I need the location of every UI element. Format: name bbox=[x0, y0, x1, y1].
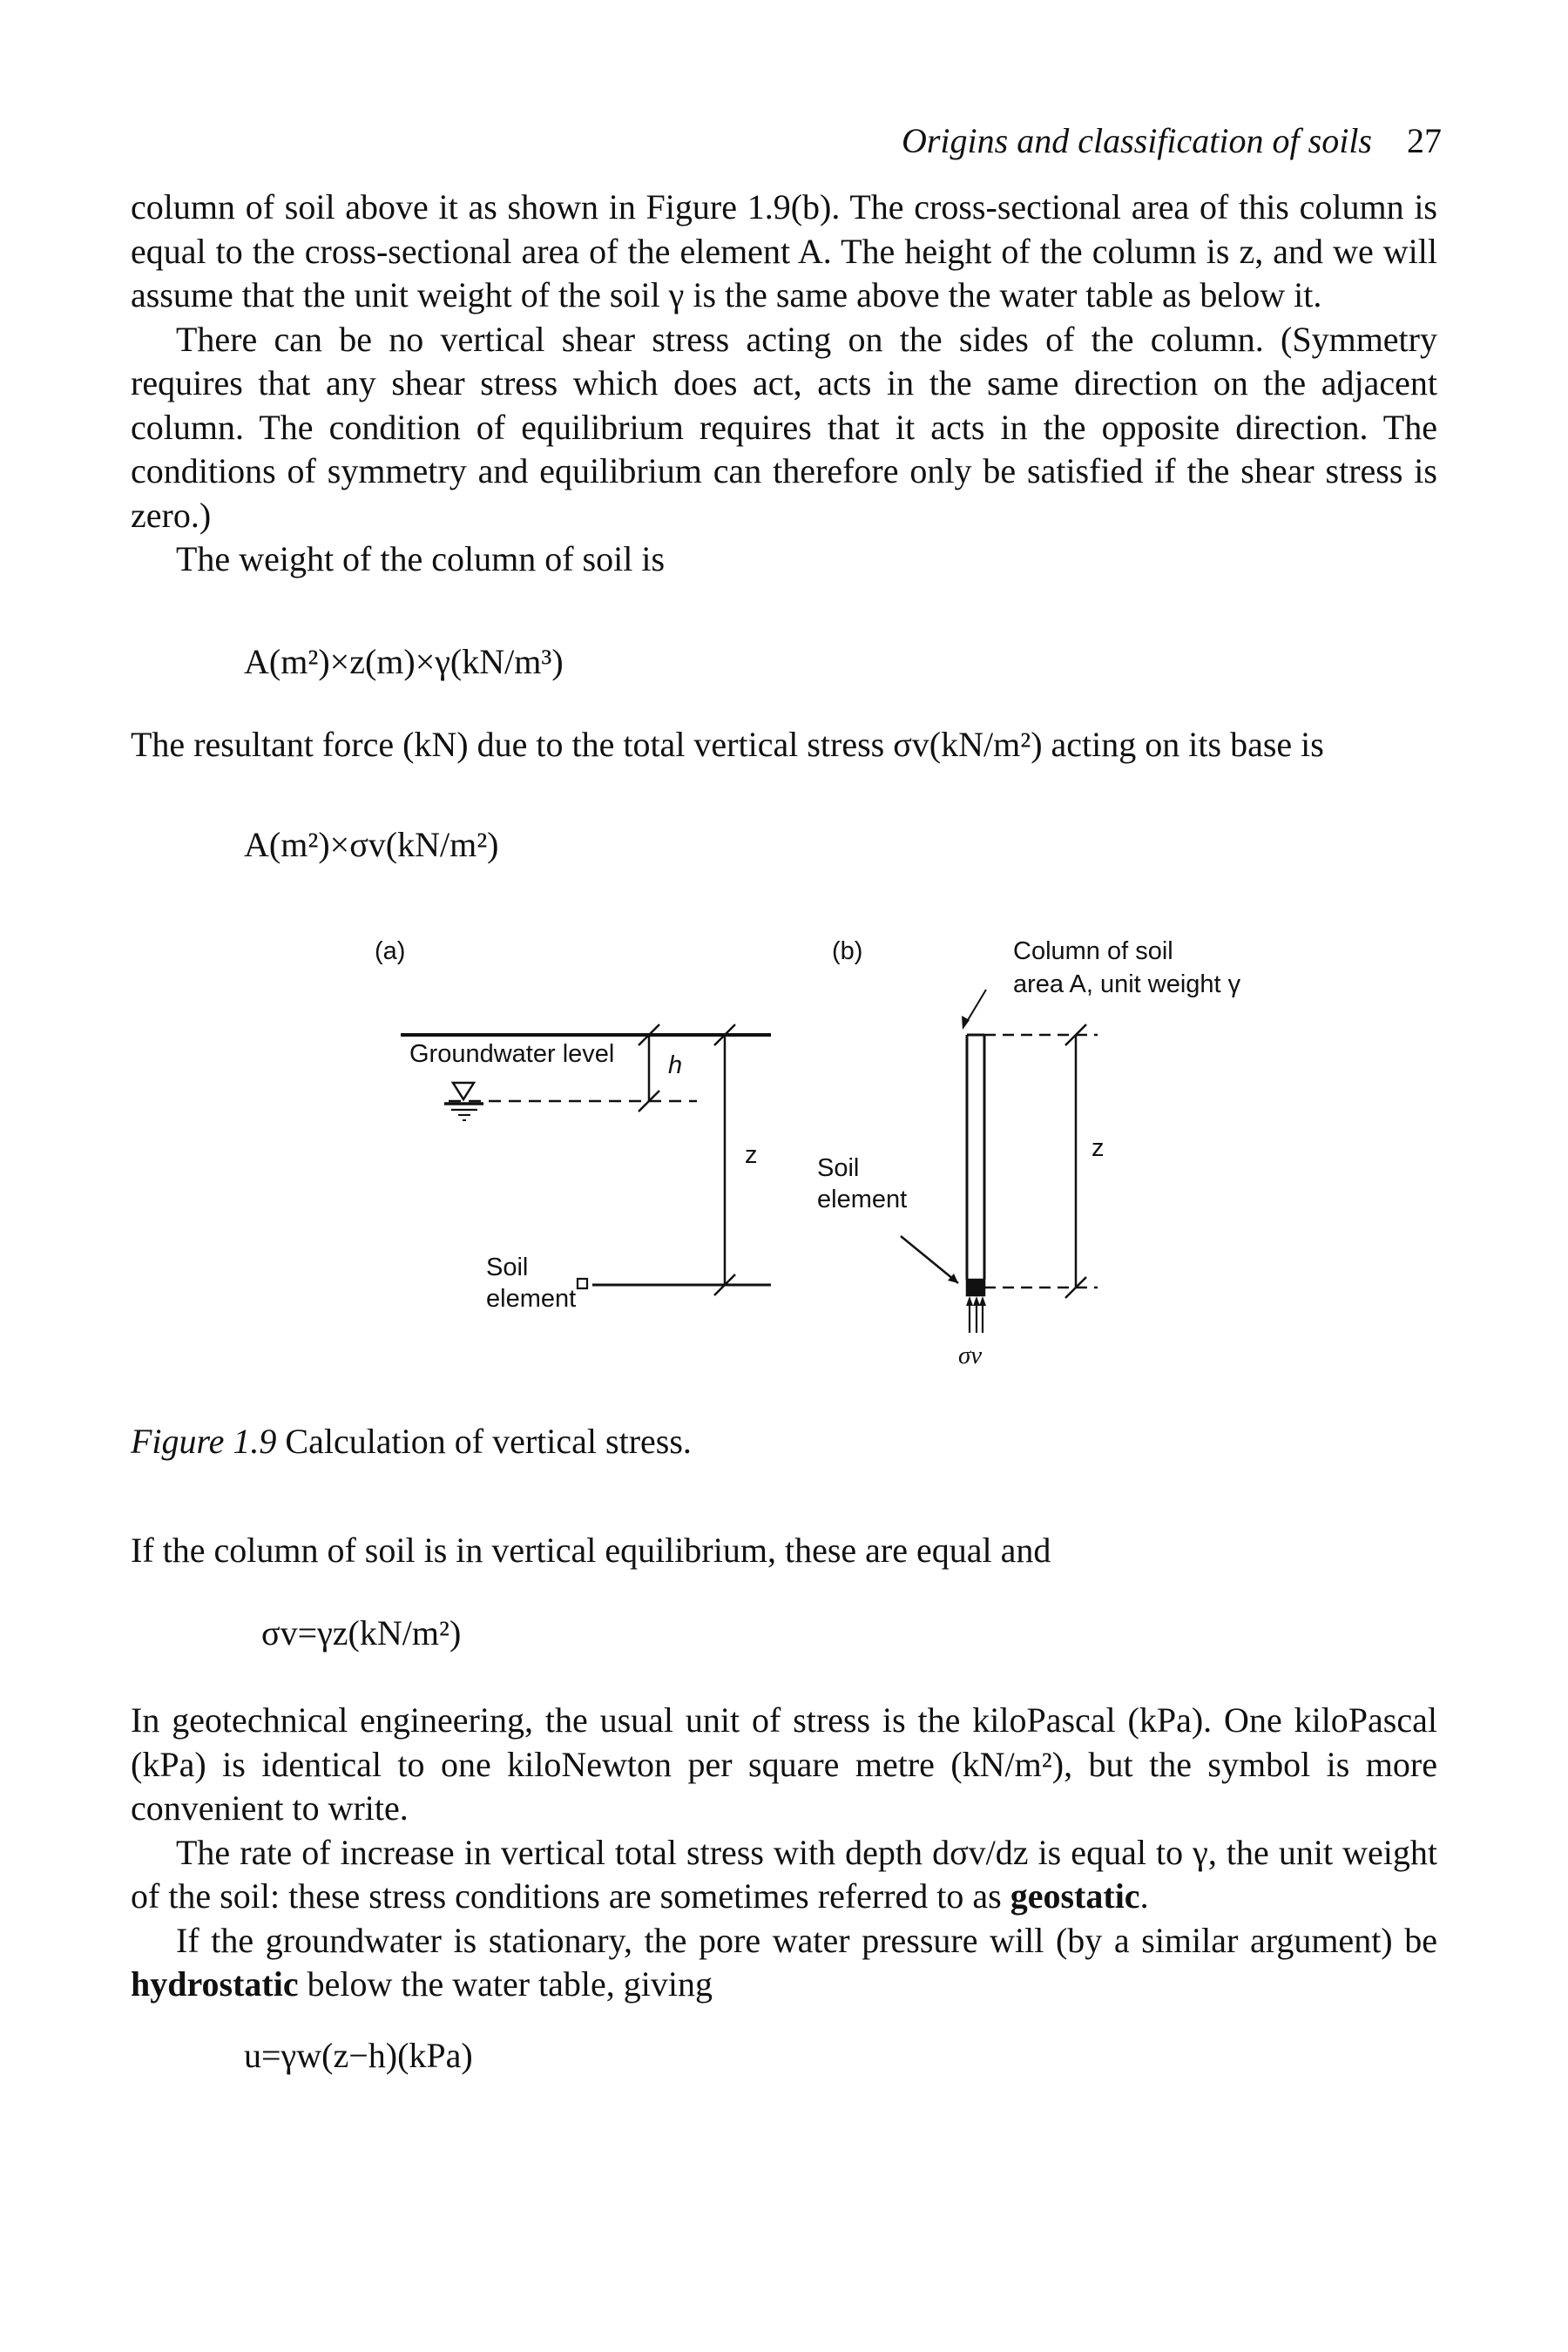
equation-force: A(m²)×σv(kN/m²) bbox=[244, 825, 499, 864]
paragraph-text: If the groundwater is stationary, the pore water pressure will (by a similar argument) be bbox=[176, 1920, 1437, 1960]
z-label-a: z bbox=[745, 1141, 758, 1169]
water-table-triangle-icon bbox=[453, 1083, 474, 1099]
leader-line-column bbox=[965, 990, 986, 1024]
body-text-force bbox=[131, 723, 1437, 767]
equation-sigma-v: σv=γz(kN/m²) bbox=[261, 1613, 462, 1652]
paragraph bbox=[131, 1919, 1437, 2007]
chapter-title: Origins and classification of soils bbox=[901, 121, 1372, 160]
figure-caption bbox=[131, 1420, 692, 1463]
paragraph: There can be no vertical shear stress acting on the sides of the column. (Symmetry requires that any shear stress which does act, acts in the same direction on the adjacent column. The condition of equilibrium requires that it acts in the opposite direction. The conditions of symmetry and equilibrium can therefore only be satisfied if the shear stress is zero.) bbox=[131, 319, 1437, 535]
column-label-line1: Column of soil bbox=[1013, 937, 1173, 965]
paragraph: column of soil above it as shown in Figure 1.9(b). The cross-sectional area of this column is equal to the cross-sectional area of the element A. The height of the column is z, and we will assume that the unit weight of the soil γ is the same above the water table as below it. bbox=[131, 187, 1437, 314]
body-text-bottom bbox=[131, 1699, 1437, 2007]
z-label-b: z bbox=[1092, 1134, 1105, 1162]
leader-line-soil-element bbox=[901, 1236, 958, 1283]
soil-element-b-label-line2: element bbox=[817, 1186, 908, 1213]
panel-b-label: (b) bbox=[832, 937, 863, 965]
paragraph-text: below the water table, giving bbox=[298, 1964, 713, 2004]
paragraph-text: The rate of increase in vertical total stress with depth dσv/dz is equal to γ, the unit weight of the soil: these stress conditions are sometimes referred to as bbox=[131, 1832, 1437, 1916]
body-text-equilibrium bbox=[131, 1529, 1437, 1573]
groundwater-level-label: Groundwater level bbox=[409, 1040, 615, 1068]
figure-1-9 bbox=[348, 923, 1307, 1376]
term-geostatic: geostatic bbox=[1010, 1876, 1140, 1916]
paragraph: If the column of soil is in vertical equilibrium, these are equal and bbox=[131, 1531, 1051, 1570]
soil-element-a-label bbox=[486, 1252, 576, 1315]
sigma-v-label: σv bbox=[958, 1342, 983, 1369]
paragraph bbox=[131, 1831, 1437, 1919]
caption-text: Calculation of vertical stress. bbox=[276, 1422, 692, 1461]
paragraph: The resultant force (kN) due to the total vertical stress σv(kN/m²) acting on its base is bbox=[131, 725, 1324, 764]
soil-element-b bbox=[967, 1280, 984, 1295]
soil-element-a bbox=[578, 1279, 587, 1288]
column-label-line2: area A, unit weight γ bbox=[1013, 970, 1241, 998]
equation-weight: A(m²)×z(m)×γ(kN/m³) bbox=[244, 642, 564, 681]
paragraph: The weight of the column of soil is bbox=[176, 539, 666, 578]
paragraph-text: . bbox=[1139, 1876, 1149, 1916]
equation-pore-pressure: u=γw(z−h)(kPa) bbox=[244, 2036, 473, 2075]
term-hydrostatic: hydrostatic bbox=[131, 1964, 299, 2004]
body-text-top bbox=[131, 186, 1437, 582]
paragraph: In geotechnical engineering, the usual unit of stress is the kiloPascal (kPa). One kiloPascal (kPa) is identical to one kiloNewton per square metre (kN/m²), but the symbol is more convenient to write. bbox=[131, 1700, 1437, 1828]
page-number: 27 bbox=[1407, 121, 1442, 160]
soil-element-a-label-line2: element bbox=[486, 1285, 577, 1313]
soil-element-b-label-line1: Soil bbox=[817, 1154, 860, 1182]
panel-a-label: (a) bbox=[375, 937, 406, 965]
soil-element-b-label bbox=[817, 1152, 907, 1215]
soil-element-a-label-line1: Soil bbox=[486, 1254, 529, 1281]
h-label: h bbox=[668, 1051, 683, 1079]
caption-label: Figure 1.9 bbox=[131, 1422, 277, 1461]
running-header bbox=[902, 120, 1442, 161]
